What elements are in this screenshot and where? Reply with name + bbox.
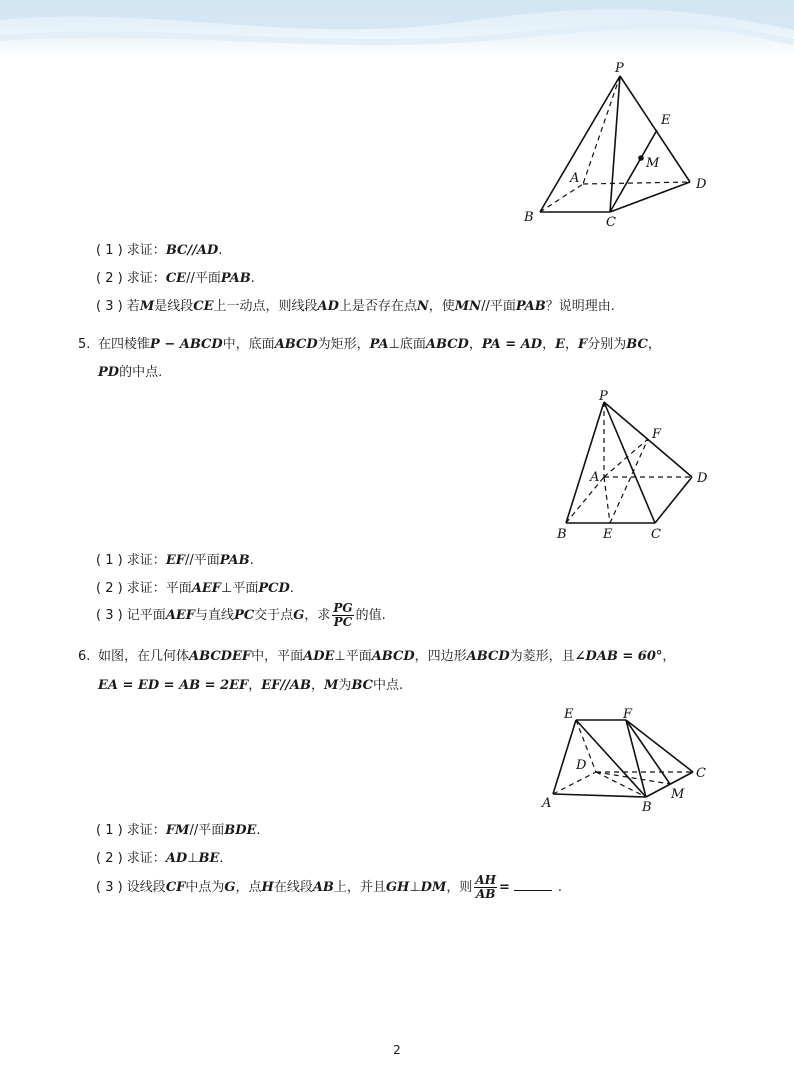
- q5-label-A: A: [590, 470, 600, 485]
- q5-label-C: C: [651, 527, 661, 542]
- q6-label-B: B: [642, 800, 652, 815]
- q6-part1: ( 1 ) 求证：FM//平面BDE.: [96, 823, 261, 838]
- page-number: 2: [393, 1043, 401, 1057]
- q5-label-B: B: [557, 527, 567, 542]
- q4-label-P: P: [615, 61, 624, 76]
- q6-label-M: M: [671, 787, 685, 802]
- q5-label-D: D: [697, 471, 708, 486]
- q5-label-P: P: [599, 389, 608, 404]
- q4-pyramid-figure: [510, 58, 720, 233]
- q5-pyramid-figure: [548, 386, 718, 546]
- q5-statement-line1: 在四棱锥P − ABCD中，底面ABCD为矩形，PA⊥底面ABCD，PA = AD，E，F分别为BC，: [98, 337, 661, 352]
- q6-statement-line2: EA = ED = AB = 2EF，EF//AB，M为BC中点.: [98, 678, 404, 693]
- q5-part1: ( 1 ) 求证：EF//平面PAB.: [96, 553, 254, 568]
- q4-label-E: E: [661, 113, 671, 128]
- q6-number: 6.: [78, 649, 91, 664]
- q4-part2: ( 2 ) 求证：CE//平面PAB.: [96, 271, 255, 286]
- q6-label-A: A: [542, 796, 552, 811]
- q5-fraction: $\frac{PG}{PC}$: [333, 601, 353, 629]
- q4-part3: ( 3 ) 若M是线段CE上一动点，则线段AD上是否存在点N，使MN//平面PAB？说明理由.: [96, 299, 615, 314]
- q5-label-F: F: [652, 427, 662, 442]
- q5-part2: ( 2 ) 求证：平面AEF⊥平面PCD.: [96, 581, 294, 596]
- q4-label-C: C: [606, 215, 616, 230]
- q4-label-B: B: [524, 210, 534, 225]
- q5-label-E: E: [603, 527, 613, 542]
- q6-statement-line1: 如图，在几何体ABCDEF中，平面ADE⊥平面ABCD，四边形ABCD为菱形，且∠DAB = 60°，: [98, 649, 676, 664]
- q6-label-C: C: [696, 766, 706, 781]
- q5-number: 5.: [78, 337, 91, 352]
- q4-part1: ( 1 ) 求证：BC//AD.: [96, 243, 223, 258]
- q6-part2: ( 2 ) 求证：AD⊥BE.: [96, 851, 224, 866]
- q5-statement-line2: PD的中点.: [98, 365, 163, 380]
- q6-fraction: $\frac{AH}{AB}$: [475, 873, 496, 901]
- q4-label-A: A: [570, 171, 580, 186]
- q5-part3: ( 3 ) 记平面AEF与直线PC交于点G，求 $\frac{PG}{PC}$ 的值.: [96, 601, 386, 629]
- q6-label-E: E: [564, 707, 574, 722]
- q6-part3: ( 3 ) 设线段CF中点为G，点H在线段AB上，并且GH⊥DM，则 $\frac{AH}{AB}$ = .: [96, 873, 563, 901]
- q4-label-M: M: [646, 156, 660, 171]
- q6-solid-figure: [536, 704, 721, 819]
- q6-label-D: D: [576, 758, 587, 773]
- q4-label-D: D: [696, 177, 707, 192]
- q6-answer-blank[interactable]: [514, 878, 552, 891]
- q6-label-F: F: [623, 707, 633, 722]
- header-wave-decoration: [0, 0, 794, 60]
